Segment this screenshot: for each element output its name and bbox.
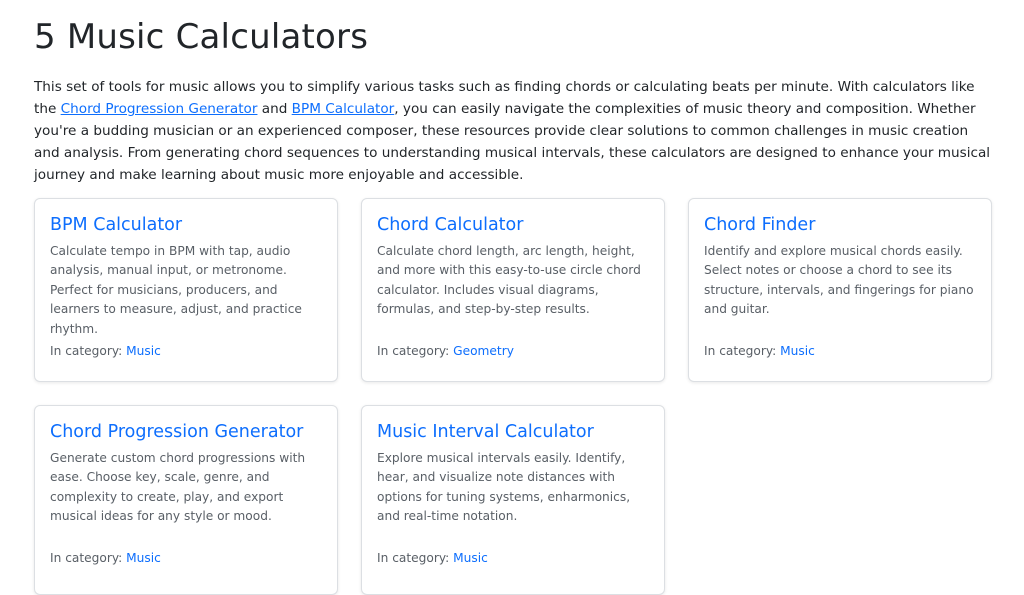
card-description: Identify and explore musical chords easily. Select notes or choose a chord to see its structure, intervals, and fingerings for piano and guitar. [704, 244, 974, 317]
category-prefix: In category: [377, 551, 450, 565]
category-prefix: In category: [377, 344, 450, 358]
category-link[interactable]: Music [126, 551, 161, 565]
intro-text-3: , you can easily navigate the complexities of music theory and composition. Whether you're a budding musician or an experienced composer, these resources provide clear solutions to common challenges in music creation and analysis. From generating chord sequences to understanding musical intervals, these calculators are designed to enhance your musical journey and make learning about music more enjoyable and accessible. [34, 101, 991, 183]
card-description: Explore musical intervals easily. Identify, hear, and visualize note distances with options for tuning systems, enharmonics, and real-time notation. [377, 451, 631, 524]
intro-text-1: This set of tools for music allows you to simplify various tasks such as finding chords or calculating beats per minute. With calculators like the [34, 79, 975, 117]
category-link[interactable]: Music [453, 551, 488, 565]
card-category [50, 343, 161, 359]
card-category [377, 343, 514, 359]
card-chord-finder[interactable] [688, 198, 992, 382]
category-prefix: In category: [50, 551, 123, 565]
intro-text-2: and [257, 101, 292, 117]
intro-paragraph [34, 76, 994, 186]
bpm-calculator-link[interactable]: BPM Calculator [291, 101, 395, 117]
card-title[interactable]: Chord Progression Generator [50, 422, 304, 442]
category-prefix: In category: [50, 344, 123, 358]
card-title[interactable]: Music Interval Calculator [377, 422, 594, 442]
card-title[interactable]: BPM Calculator [50, 215, 183, 235]
card-title[interactable]: Chord Calculator [377, 215, 524, 235]
card-chord-calculator[interactable] [361, 198, 665, 382]
card-description: Generate custom chord progressions with ease. Choose key, scale, genre, and complexity to create, play, and export musical ideas for any style or mood. [50, 451, 306, 524]
category-link[interactable]: Music [780, 344, 815, 358]
card-title[interactable]: Chord Finder [704, 215, 816, 235]
card-category [377, 550, 488, 566]
category-link[interactable]: Music [126, 344, 161, 358]
card-category [50, 550, 161, 566]
card-category [704, 343, 815, 359]
card-description: Calculate tempo in BPM with tap, audio analysis, manual input, or metronome. Perfect for musicians, producers, and learners to measure, adjust, and practice rhythm. [50, 244, 302, 336]
category-prefix: In category: [704, 344, 777, 358]
page-title: 5 Music Calculators [34, 17, 369, 57]
card-chord-progression-generator[interactable] [34, 405, 338, 595]
chord-progression-generator-link[interactable]: Chord Progression Generator [60, 101, 258, 117]
card-music-interval-calculator[interactable] [361, 405, 665, 595]
category-link[interactable]: Geometry [453, 344, 514, 358]
card-description: Calculate chord length, arc length, height, and more with this easy-to-use circle chord calculator. Includes visual diagrams, formulas, and step-by-step results. [377, 244, 641, 317]
card-bpm-calculator[interactable] [34, 198, 338, 382]
